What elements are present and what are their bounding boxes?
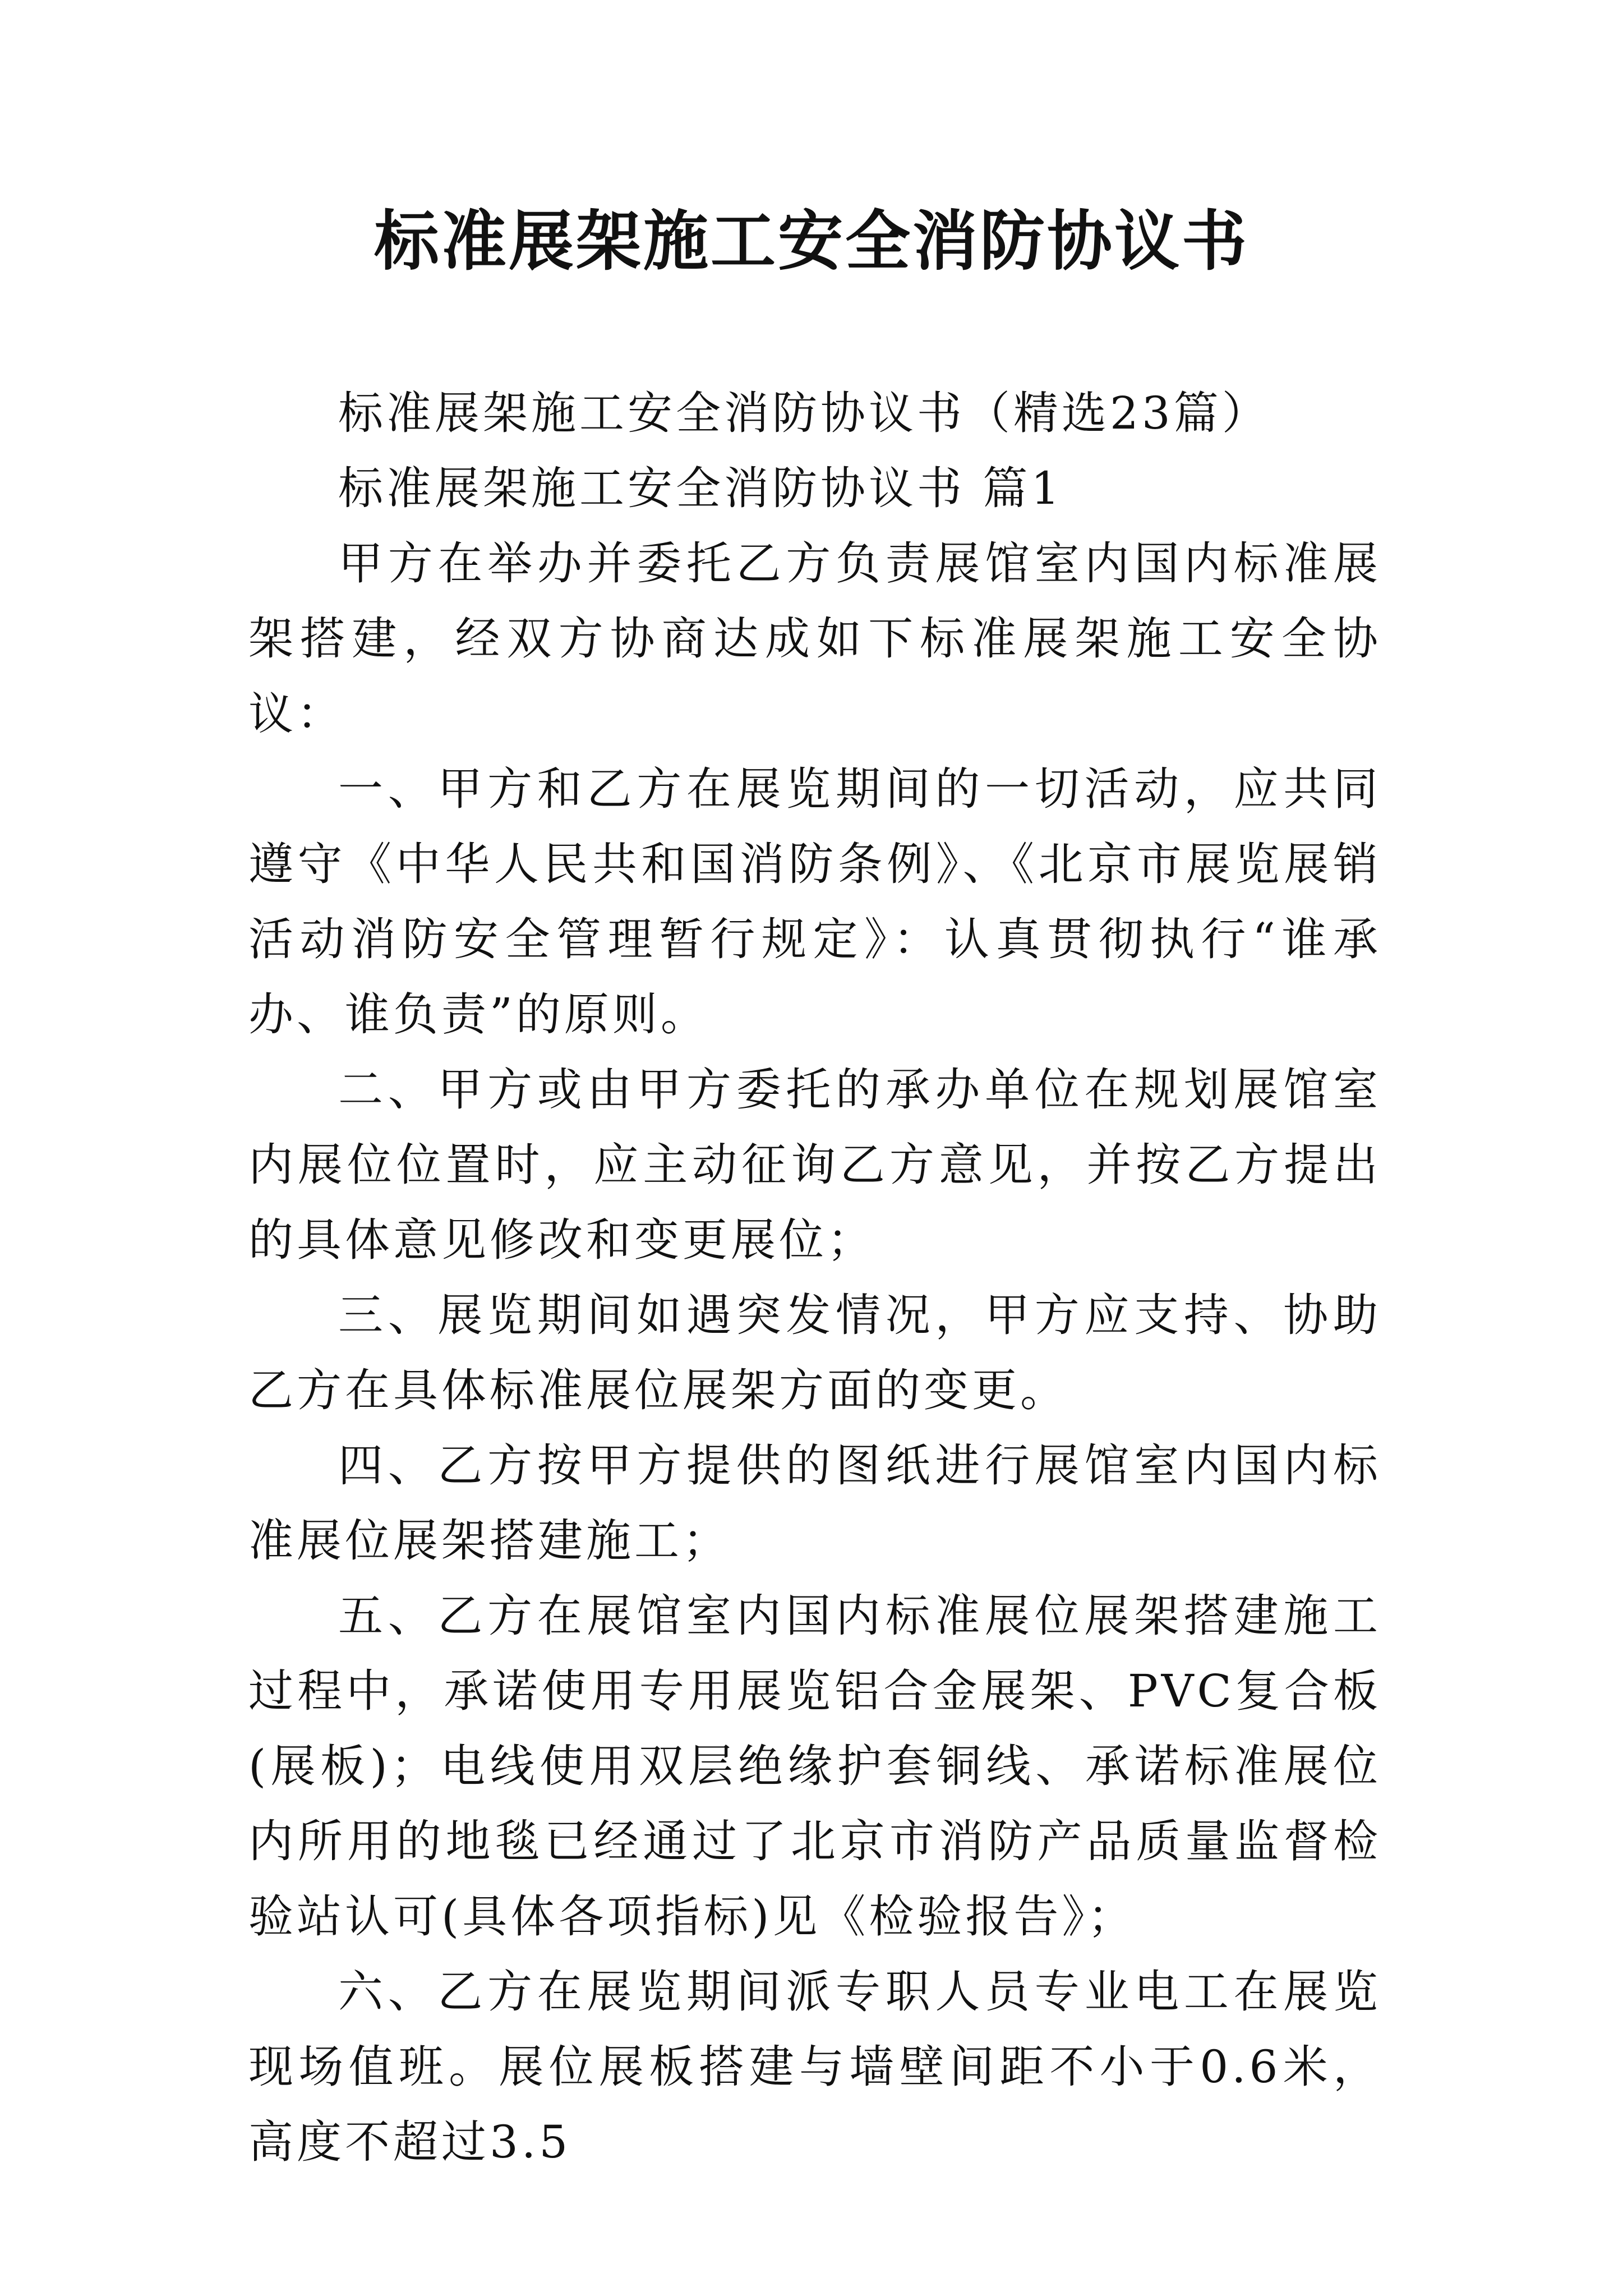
paragraph-intro: 甲方在举办并委托乙方负责展馆室内国内标准展架搭建，经双方协商达成如下标准展架施工安全协议： [248,537,1381,740]
document-body [248,376,1381,2180]
document-title: 标准展架施工安全消防协议书 [374,203,1249,279]
paragraph-clause-3: 三、展览期间如遇突发情况，甲方应支持、协助乙方在具体标准展位展架方面的变更。 [248,1289,1381,1416]
paragraph-clause-2: 二、甲方或由甲方委托的承办单位在规划展馆室内展位位置时，应主动征询乙方意见，并按乙方提出的具体意见修改和变更展位； [248,1064,1381,1266]
paragraph-clause-4: 四、乙方按甲方提供的图纸进行展馆室内国内标准展位展架搭建施工； [248,1439,1381,1567]
paragraph-section-heading: 标准展架施工安全消防协议书 篇1 [338,462,1063,514]
paragraph-clause-1: 一、甲方和乙方在展览期间的一切活动，应共同遵守《中华人民共和国消防条例》、《北京市展览展销活动消防安全管理暂行规定》：认真贯彻执行“谁承办、谁负责”的原则。 [248,763,1381,1041]
paragraph-clause-6: 六、乙方在展览期间派专职人员专业电工在展览现场值班。展位展板搭建与墙壁间距不小于0.6米，高度不超过3.5 [248,1966,1381,2168]
paragraph-subtitle: 标准展架施工安全消防协议书（精选23篇） [338,387,1270,439]
paragraph-clause-5: 五、乙方在展馆室内国内标准展位展架搭建施工过程中，承诺使用专用展览铝合金展架、PVC复合板(展板)；电线使用双层绝缘护套铜线、承诺标准展位内所用的地毯已经通过了北京市消防产品质量监督检验站认可(具体各项指标)见《检验报告》； [248,1590,1381,1943]
